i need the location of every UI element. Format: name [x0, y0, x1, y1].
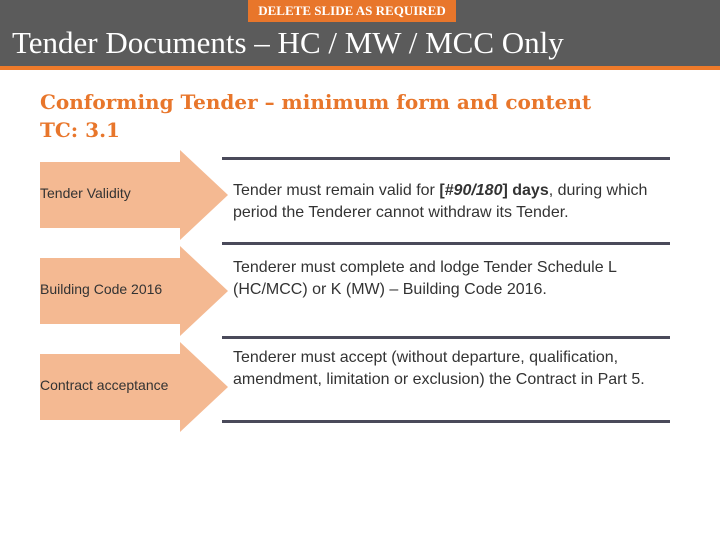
- text-segment-bold: [: [439, 182, 445, 199]
- subtitle-line-2: TC: 3.1: [40, 118, 120, 142]
- arrow-contract-acceptance: [40, 342, 228, 432]
- text-segment-bold: ] days: [502, 182, 549, 199]
- text-segment-bold-italic: #90/180: [444, 182, 503, 199]
- arrow-tender-validity: [40, 150, 228, 240]
- arrow-building-code: [40, 246, 228, 336]
- row-divider: [222, 157, 670, 160]
- row-divider: [222, 336, 670, 339]
- delete-slide-badge: DELETE SLIDE AS REQUIRED: [248, 0, 456, 22]
- text-segment: Tender must remain valid for: [233, 182, 440, 199]
- arrow-label: Contract acceptance: [40, 377, 169, 393]
- row-description: Tenderer must complete and lodge Tender Schedule L (HC/MCC) or K (MW) – Building Code 2016.: [233, 259, 617, 298]
- text-segment: , during which period the Tenderer cannot withdraw its Tender.: [233, 182, 648, 221]
- row-divider: [222, 420, 670, 423]
- arrow-label: Building Code 2016: [40, 281, 163, 297]
- header-accent-rule: [0, 66, 720, 70]
- row-description: Tenderer must accept (without departure, qualification, amendment, limitation or exclusion) the Contract in Part 5.: [233, 349, 645, 388]
- slide-subtitle: [40, 88, 700, 144]
- row-divider: [222, 242, 670, 245]
- slide-title: Tender Documents – HC / MW / MCC Only: [12, 25, 564, 60]
- arrow-label: Tender Validity: [40, 185, 131, 201]
- subtitle-line-1: Conforming Tender – minimum form and content: [40, 90, 592, 114]
- row-description: [233, 180, 673, 224]
